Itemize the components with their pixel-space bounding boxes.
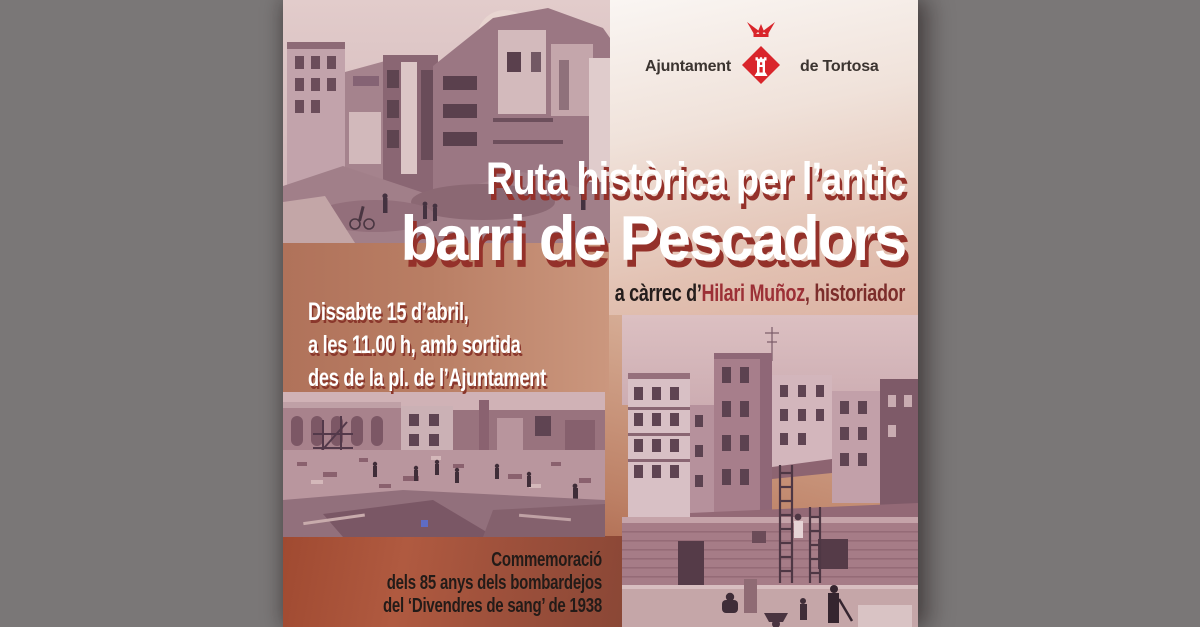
byline-suffix: , historiador xyxy=(804,280,905,307)
event-poster xyxy=(283,0,918,627)
schedule-line-2: a les 11.00 h, amb sortida xyxy=(308,331,521,359)
tortosa-crest-icon xyxy=(742,22,780,84)
schedule-line-3: des de la pl. de l’Ajuntament xyxy=(308,364,546,392)
photo-rubble-clearing-icon xyxy=(283,392,605,537)
poster-title xyxy=(374,154,905,272)
event-schedule xyxy=(308,296,546,395)
commemoration-note xyxy=(383,549,602,618)
commemoration-line-2: dels 85 anys dels bombardejos xyxy=(386,572,602,594)
byline xyxy=(615,280,905,308)
title-line-2: barri de Pescadors xyxy=(400,204,905,274)
byline-prefix: a càrrec d’ xyxy=(614,280,702,307)
title-line-1: Ruta històrica per l’antic xyxy=(485,153,905,204)
logo-text-de-tortosa: de Tortosa xyxy=(800,58,879,75)
byline-speaker-name: Hilari Muñoz xyxy=(701,280,805,307)
commemoration-line-3: del ‘Divendres de sang’ de 1938 xyxy=(383,595,602,617)
commemoration-line-1: Commemoració xyxy=(491,549,602,571)
schedule-line-1: Dissabte 15 d’abril, xyxy=(308,298,469,326)
logo-text-ajuntament: Ajuntament xyxy=(645,58,732,75)
photo-houses-reconstruction-icon xyxy=(622,315,918,627)
